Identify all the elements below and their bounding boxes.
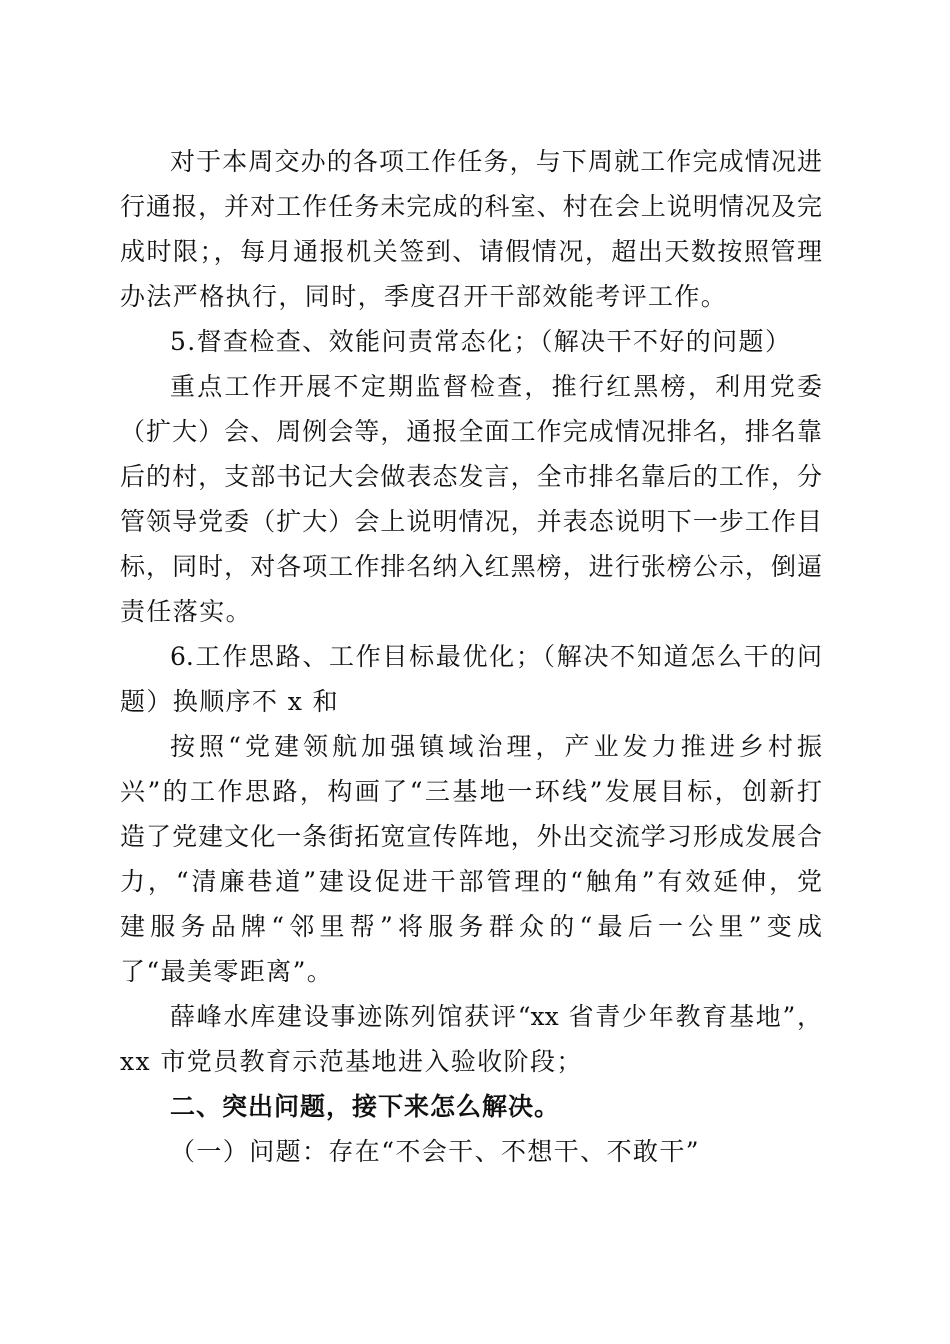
paragraph-3-line-2: 兴”的工作思路，构画了“三基地一环线”发展目标，创新打 [120,777,822,806]
paragraph-2-line-1: 重点工作开展不定期监督检查，推行红黑榜，利用党委 [170,372,822,401]
paragraph-2-line-6: 责任落实。 [120,597,253,626]
paragraph-1-line-2: 行通报，并对工作任务未完成的科室、村在会上说明情况及完 [120,192,822,221]
item-6-heading-line-2: 题）换顺序不 x 和 [120,687,339,716]
paragraph-2-line-5: 标，同时，对各项工作排名纳入红黑榜，进行张榜公示，倒逼 [120,552,822,581]
paragraph-1-line-1: 对于本周交办的各项工作任务，与下周就工作完成情况进 [170,147,822,176]
paragraph-3-line-4: 力，“清廉巷道”建设促进干部管理的“触角”有效延伸，党 [120,867,822,896]
paragraph-3-line-1: 按照“党建领航加强镇域治理，产业发力推进乡村振 [170,732,822,761]
paragraph-1-line-4: 办法严格执行，同时，季度召开干部效能考评工作。 [120,282,728,311]
item-6-heading-line-1: 6.工作思路、工作目标最优化；（解决不知道怎么干的问 [170,642,822,671]
item-5-heading: 5.督查检查、效能问责常态化；（解决干不好的问题） [170,327,792,356]
section-2-heading: 二、突出问题，接下来怎么解决。 [170,1092,561,1121]
paragraph-4-line-2: xx 市党员教育示范基地进入验收阶段； [120,1047,583,1076]
paragraph-3-line-3: 造了党建文化一条街拓宽宣传阵地，外出交流学习形成发展合 [120,822,822,851]
paragraph-2-line-2: （扩大）会、周例会等，通报全面工作完成情况排名，排名靠 [120,417,822,446]
paragraph-1-line-3: 成时限；，每月通报机关签到、请假情况，超出天数按照管理 [120,237,822,266]
paragraph-3-line-6: 了“最美零距离”。 [120,957,334,986]
paragraph-2-line-3: 后的村，支部书记大会做表态发言，全市排名靠后的工作，分 [120,462,822,491]
paragraph-2-line-4: 管领导党委（扩大）会上说明情况，并表态说明下一步工作目 [120,507,822,536]
subsection-1-heading: （一）问题：存在“不会干、不想干、不敢干” [170,1137,700,1166]
paragraph-3-line-5: 建服务品牌“邻里帮”将服务群众的“最后一公里”变成 [120,912,822,941]
paragraph-4-line-1: 薛峰水库建设事迹陈列馆获评“xx 省青少年教育基地”， [170,1002,822,1031]
